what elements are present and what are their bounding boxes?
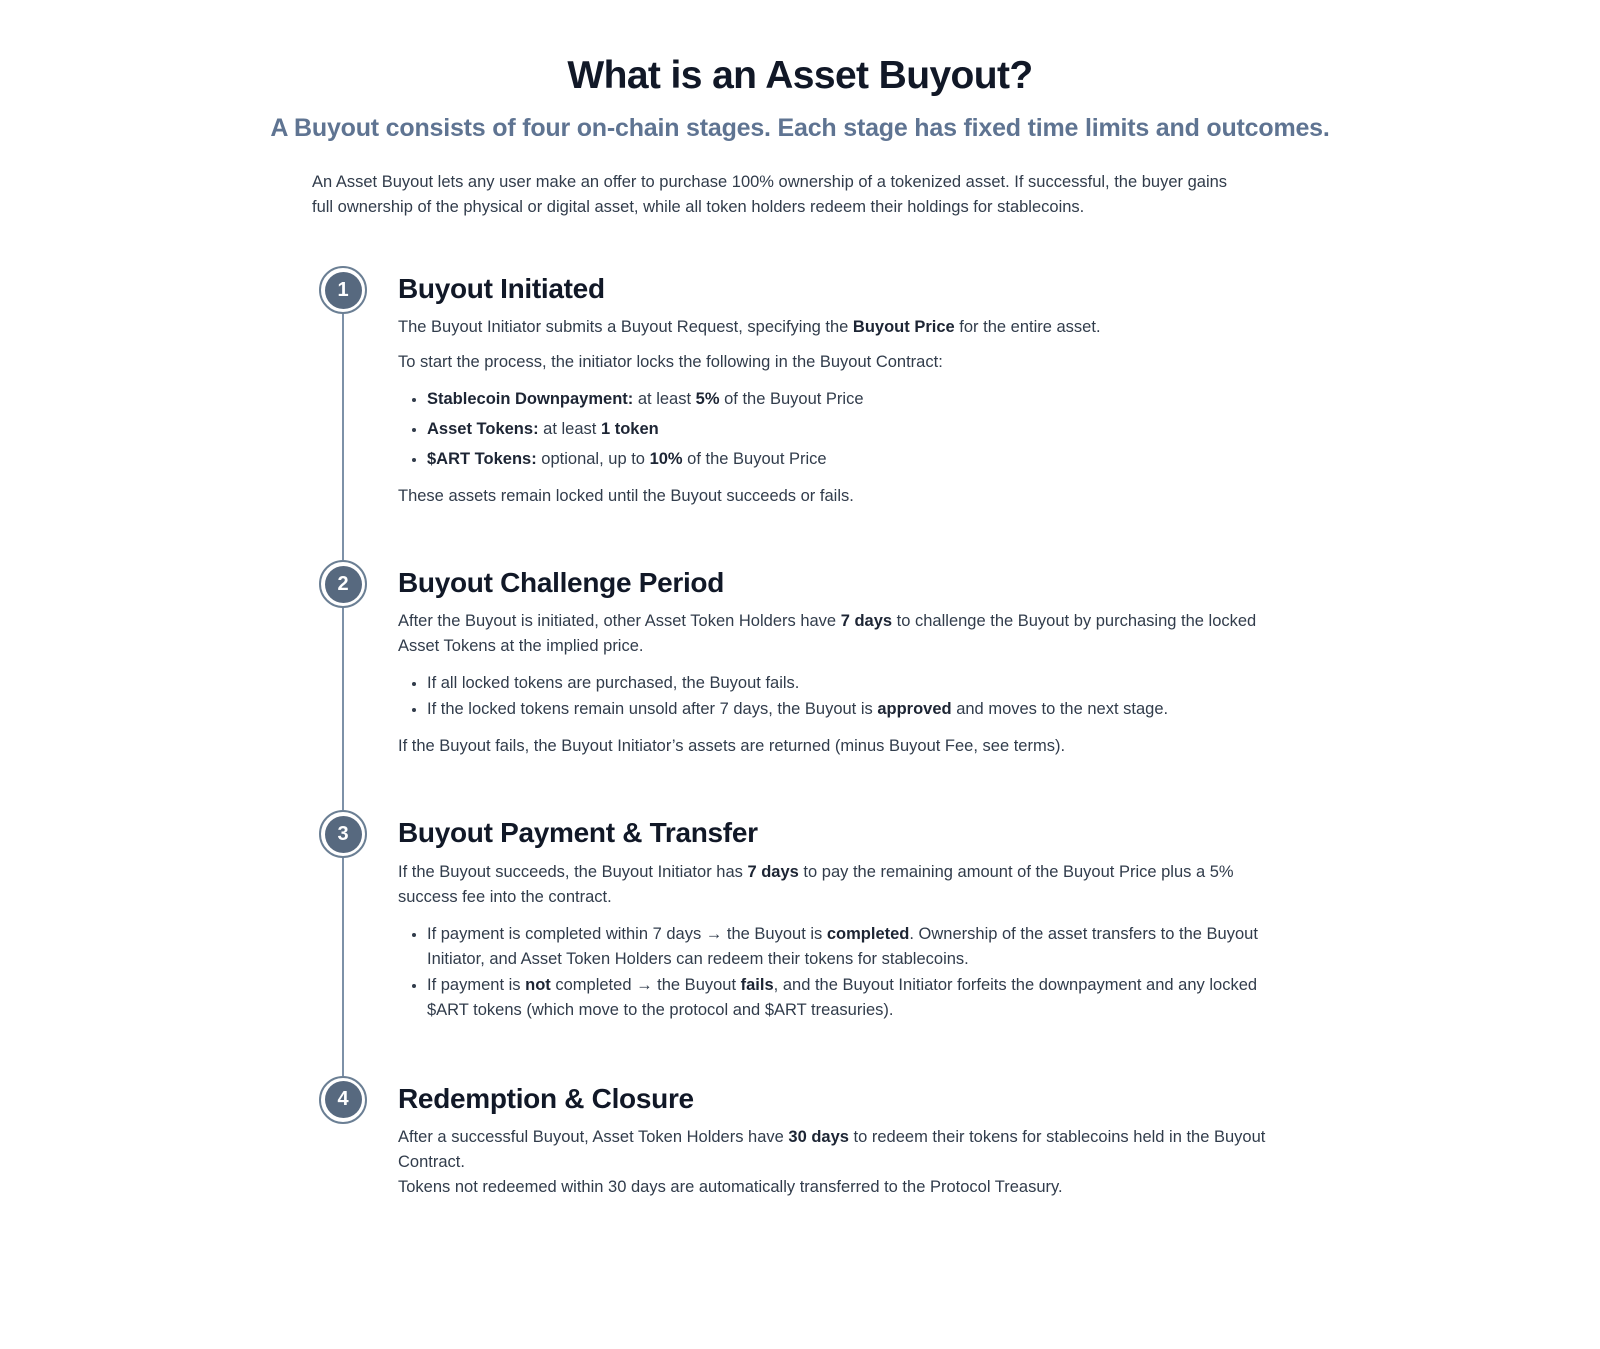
stage-1-number: 1: [325, 272, 362, 309]
stage-paragraph: If the Buyout fails, the Buyout Initiator’s assets are returned (minus Buyout Fee, see terms).: [398, 737, 1066, 756]
stage-4-marker: [319, 1076, 367, 1124]
page-subtitle: A Buyout consists of four on-chain stages. Each stage has fixed time limits and outcomes.: [270, 114, 1330, 142]
stage-1-marker: [319, 266, 367, 314]
stage-bullet: • Stablecoin Downpayment: at least 5% of the Buyout Price: [427, 387, 1270, 412]
stage-buyout-payment-transfer: [319, 810, 1600, 1075]
stage-4-title: Redemption & Closure: [398, 1082, 694, 1114]
stage-3-number: 3: [325, 816, 362, 853]
stage-4-content: [398, 1125, 1270, 1200]
stage-paragraph: The Buyout Initiator submits a Buyout Request, specifying the Buyout Price for the entire asset.: [398, 318, 1101, 337]
stage-3-title: Buyout Payment & Transfer: [398, 817, 758, 849]
stage-bullet: • If payment is not completed → the Buyout fails, and the Buyout Initiator forfeits the downpayment and any locked $ART tokens (which move to the protocol and $ART treasuries).: [427, 973, 1270, 1023]
stage-2-title: Buyout Challenge Period: [398, 567, 725, 599]
stage-4-number: 4: [325, 1081, 362, 1118]
stage-3-content: [398, 860, 1270, 1023]
stage-1-content: [398, 315, 1270, 509]
stage-paragraph: After the Buyout is initiated, other Asset Token Holders have 7 days to challenge the Buyout by purchasing the locked Asset Tokens at the implied price.: [398, 612, 1257, 656]
stage-buyout-challenge-period: [319, 560, 1600, 810]
stage-paragraph: After a successful Buyout, Asset Token Holders have 30 days to redeem their tokens for stablecoins held in the Buyout Contract. Tokens not redeemed within 30 days are automatically transferred to the Protocol Treasury.: [398, 1127, 1266, 1196]
stage-bullet: • $ART Tokens: optional, up to 10% of the Buyout Price: [427, 447, 1270, 472]
stage-bullet: • If payment is completed within 7 days → the Buyout is completed. Ownership of the asset transfers to the Buyout Initiator, and Asset Token Holders can redeem their tokens for stablecoins.: [427, 922, 1270, 972]
stage-bullet-list: [398, 387, 1270, 472]
stage-paragraph: To start the process, the initiator locks the following in the Buyout Contract:: [398, 353, 943, 372]
stage-1-title: Buyout Initiated: [398, 273, 605, 304]
stage-redemption-closure: [319, 1076, 1600, 1200]
stage-bullet: • If all locked tokens are purchased, the Buyout fails.: [427, 671, 1270, 696]
stage-bullet: • If the locked tokens remain unsold after 7 days, the Buyout is approved and moves to the next stage.: [427, 697, 1270, 722]
stage-2-number: 2: [325, 566, 362, 603]
stage-buyout-initiated: [319, 266, 1600, 560]
stage-bullet-list: [398, 671, 1270, 722]
intro-paragraph: An Asset Buyout lets any user make an offer to purchase 100% ownership of a tokenized asset. If successful, the buyer gains full ownership of the physical or digital asset, while all token holders redeem their holdings for stablecoins.: [312, 173, 1228, 216]
page: [0, 54, 1600, 1200]
stage-paragraph: If the Buyout succeeds, the Buyout Initiator has 7 days to pay the remaining amount of the Buyout Price plus a 5% success fee into the contract.: [398, 862, 1234, 906]
stage-bullet: • Asset Tokens: at least 1 token: [427, 417, 1270, 442]
stage-2-marker: [319, 560, 367, 608]
stage-bullet-list: [398, 922, 1270, 1023]
stage-2-content: [398, 609, 1270, 759]
buyout-stages-timeline: [319, 266, 1600, 1200]
stage-3-marker: [319, 810, 367, 858]
page-title: What is an Asset Buyout?: [567, 54, 1033, 97]
stage-paragraph: These assets remain locked until the Buyout succeeds or fails.: [398, 487, 854, 506]
